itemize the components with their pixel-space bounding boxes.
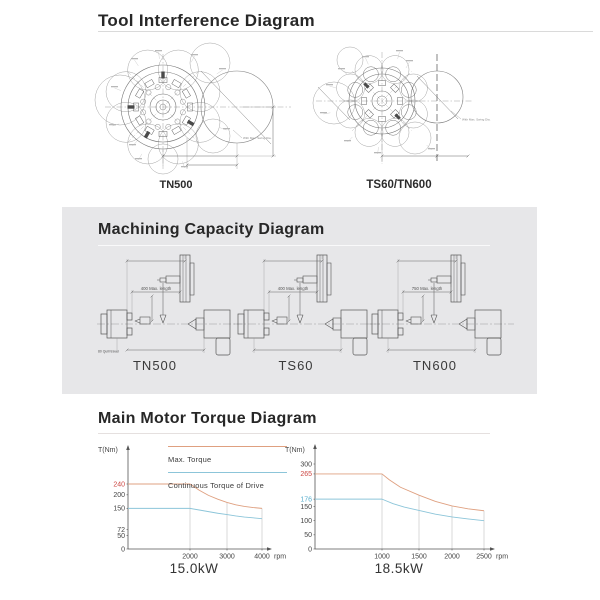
svg-text:1500: 1500 — [411, 553, 427, 561]
svg-text:300: 300 — [300, 461, 312, 469]
max-length-label: 750 Max. length — [411, 286, 443, 291]
svg-text:2500: 2500 — [476, 553, 492, 561]
legend-item-continuous-torque — [168, 472, 290, 493]
svg-text:0: 0 — [121, 546, 125, 554]
svg-text:0: 0 — [308, 546, 312, 554]
max-torque-line-swatch — [168, 446, 287, 447]
legend-label: Continuous Torque of Drive — [168, 481, 264, 490]
svg-text:T(Nm): T(Nm) — [285, 447, 305, 454]
svg-text:4000: 4000 — [254, 553, 270, 561]
chart-caption-15kw: 15.0kW — [169, 561, 219, 576]
svg-text:2000: 2000 — [182, 553, 198, 561]
title-rule — [98, 31, 593, 32]
svg-text:150: 150 — [113, 505, 125, 513]
turret-diagram-ts60-tn600 — [310, 40, 540, 175]
title-rule — [98, 433, 490, 434]
torque-chart-18.5kw — [282, 440, 512, 565]
svg-text:150: 150 — [300, 503, 312, 511]
machining-capacity-title: Machining Capacity Diagram — [98, 221, 325, 238]
svg-text:rpm: rpm — [496, 553, 509, 561]
max-swing-note: With Max. Swing Dia. — [462, 117, 491, 122]
motor-torque-title: Main Motor Torque Diagram — [98, 410, 317, 427]
tool-interference-title: Tool Interference Diagram — [98, 11, 315, 30]
svg-text:rpm: rpm — [274, 553, 287, 561]
svg-text:240: 240 — [113, 481, 125, 489]
machining-diagram-tn600 — [366, 247, 516, 362]
svg-text:100: 100 — [300, 517, 312, 525]
max-length-label: 400 Max. length — [140, 286, 172, 291]
machining-diagram-tn500 — [95, 247, 245, 362]
svg-text:265: 265 — [300, 471, 312, 479]
chart-caption-18.5kw: 18.5kW — [374, 561, 424, 576]
title-rule — [98, 245, 490, 246]
svg-text:1000: 1000 — [374, 553, 390, 561]
max-length-label: 400 Max. length — [277, 286, 309, 291]
legend-label: Max. Torque — [168, 455, 212, 464]
turret-label-tn500: TN500 — [159, 179, 193, 191]
max-swing-note: With Max. Swing Dia. — [243, 136, 272, 140]
legend-item-max-torque — [168, 446, 290, 467]
quill-travel-label: 80 Quill travel — [98, 349, 119, 354]
svg-text:50: 50 — [117, 532, 125, 540]
svg-text:50: 50 — [304, 532, 312, 540]
svg-text:200: 200 — [113, 492, 125, 500]
torque-legend — [168, 446, 290, 498]
machining-label-tn600: TN600 — [412, 358, 458, 373]
svg-text:72: 72 — [117, 526, 125, 534]
svg-text:2000: 2000 — [444, 553, 460, 561]
machining-diagram-ts60 — [232, 247, 382, 362]
continuous-torque-line-swatch — [168, 472, 287, 473]
turret-label-ts60-tn600: TS60/TN600 — [366, 179, 432, 191]
svg-text:3000: 3000 — [219, 553, 235, 561]
svg-text:176: 176 — [300, 496, 312, 504]
machining-label-ts60: TS60 — [278, 358, 314, 373]
turret-diagram-tn500 — [95, 38, 295, 178]
svg-text:T(Nm): T(Nm) — [98, 447, 118, 454]
machining-label-tn500: TN500 — [132, 358, 178, 373]
